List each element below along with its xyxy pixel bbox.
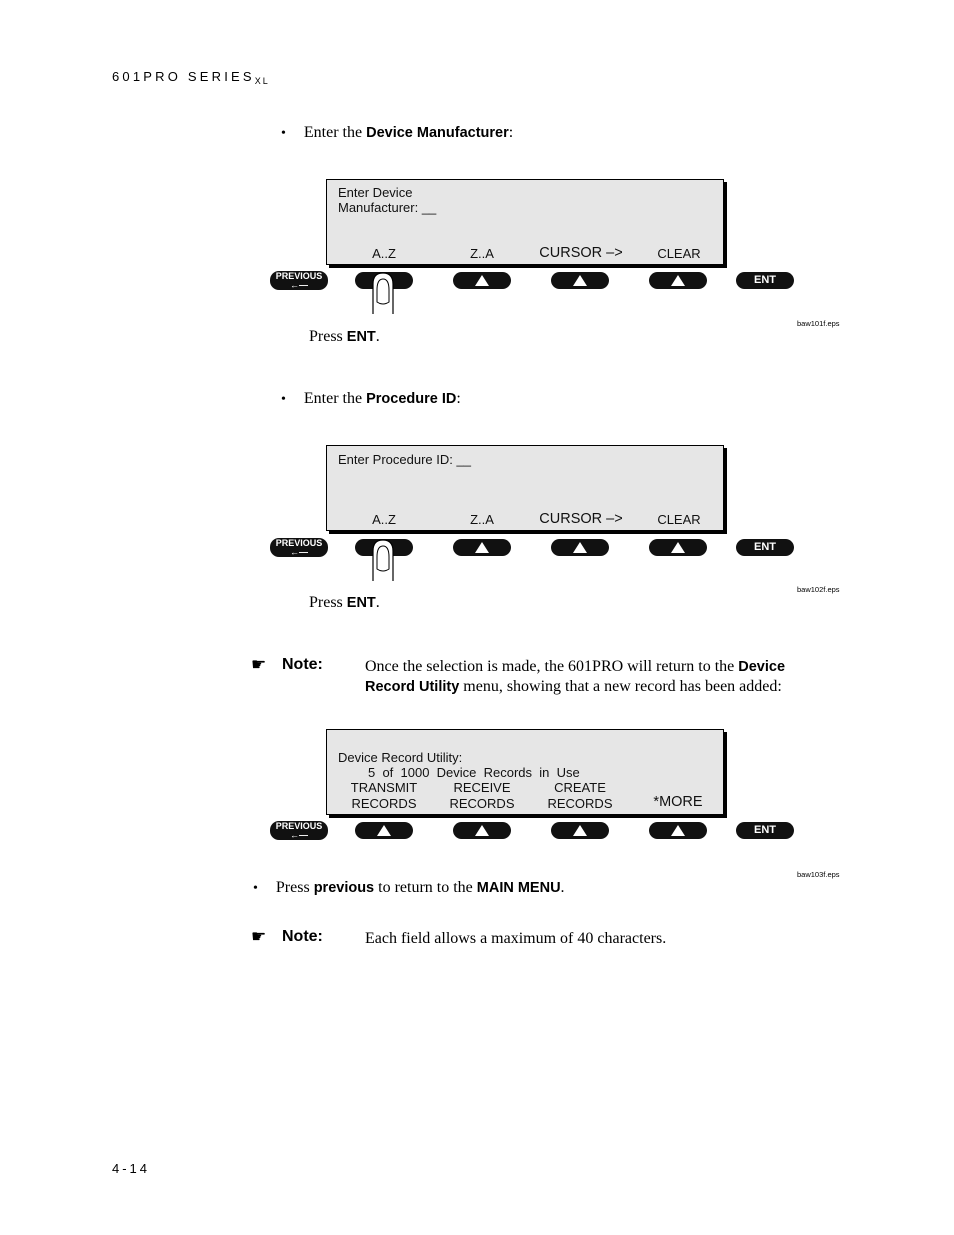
softkey-label-records: RECORDS [449, 796, 515, 811]
bullet: • [253, 881, 258, 896]
back-arrow-icon: ←— [290, 280, 308, 290]
figure-filename: baw101f.eps [797, 319, 840, 328]
softkey-button-3[interactable] [551, 822, 609, 839]
finger-press-icon [368, 537, 398, 581]
softkey-label-more: *MORE [653, 794, 703, 810]
softkey-label-clear: CLEAR [657, 246, 701, 261]
up-triangle-icon [475, 542, 489, 553]
ent-button[interactable]: ENT [736, 272, 794, 289]
figure-filename: baw103f.eps [797, 870, 840, 879]
running-header: 601PRO $SERIES_{XL}$ [112, 69, 270, 86]
lcd-screen-device-record-utility: Device Record Utility: 5 of 1000 Device Records in Use TRANSMIT RECEIVE CREATE RECORDS RECORDS RECORDS *MORE [326, 729, 724, 815]
up-triangle-icon [671, 825, 685, 836]
up-triangle-icon [377, 825, 391, 836]
note-label: Note: [282, 928, 323, 945]
figure-filename: baw102f.eps [797, 585, 840, 594]
note-text: Once the selection is made, the 601PRO will return to the Device Record Utility menu, showing that a new record has been added: [365, 658, 786, 695]
finger-press-icon [368, 270, 398, 314]
softkey-label-az: A..Z [372, 246, 396, 261]
softkey-button-3[interactable] [551, 272, 609, 289]
softkey-label-az: A..Z [372, 512, 396, 527]
up-triangle-icon [671, 542, 685, 553]
bullet: • [281, 392, 286, 407]
softkey-label-cursor: CURSOR –> [539, 511, 623, 527]
softkey-button-4[interactable] [649, 539, 707, 556]
previous-button[interactable]: PREVIOUS ←— [270, 271, 328, 290]
ent-button[interactable]: ENT [736, 822, 794, 839]
softkey-label-create: CREATE [554, 780, 606, 795]
softkey-label-receive: RECEIVE [453, 780, 511, 795]
softkey-label-za: Z..A [470, 246, 494, 261]
up-triangle-icon [573, 542, 587, 553]
page-number: 4-14 [112, 1161, 151, 1176]
softkey-label-cursor: CURSOR –> [539, 245, 623, 261]
up-triangle-icon [475, 825, 489, 836]
softkey-button-4[interactable] [649, 272, 707, 289]
step-procedure-id: • Enter the Procedure ID: [281, 390, 461, 407]
softkey-label-clear: CLEAR [657, 512, 701, 527]
up-triangle-icon [475, 275, 489, 286]
bullet: • [281, 126, 286, 141]
softkey-label-za: Z..A [470, 512, 494, 527]
lcd-screen-procedure-id: Enter Procedure ID: __ A..Z Z..A CURSOR –> CLEAR [326, 445, 724, 531]
softkey-button-2[interactable] [453, 822, 511, 839]
note-text: Each field allows a maximum of 40 characters. [365, 930, 667, 947]
previous-button[interactable]: PREVIOUS ←— [270, 821, 328, 840]
step-press-previous: • Press previous to return to the MAIN MENU. [253, 879, 565, 896]
softkey-button-4[interactable] [649, 822, 707, 839]
up-triangle-icon [573, 825, 587, 836]
softkey-label-transmit: TRANSMIT [350, 780, 418, 795]
lcd-screen-device-manufacturer: Enter Device Manufacturer: __ A..Z Z..A CURSOR –> CLEAR [326, 179, 724, 265]
back-arrow-icon: ←— [290, 830, 308, 840]
press-ent-instruction: Press ENT. [309, 594, 380, 611]
back-arrow-icon: ←— [290, 547, 308, 557]
step-device-manufacturer: • Enter the Device Manufacturer: [281, 124, 514, 141]
pointing-hand-icon: ☛ [251, 927, 267, 946]
softkey-button-2[interactable] [453, 539, 511, 556]
softkey-button-2[interactable] [453, 272, 511, 289]
ent-button[interactable]: ENT [736, 539, 794, 556]
softkey-label-records: RECORDS [351, 796, 417, 811]
softkey-button-1[interactable] [355, 822, 413, 839]
note-label: Note: [282, 656, 323, 673]
up-triangle-icon [671, 275, 685, 286]
softkey-button-3[interactable] [551, 539, 609, 556]
previous-button[interactable]: PREVIOUS ←— [270, 538, 328, 557]
press-ent-instruction: Press ENT. [309, 328, 380, 345]
pointing-hand-icon: ☛ [251, 655, 267, 674]
up-triangle-icon [573, 275, 587, 286]
softkey-label-records: RECORDS [547, 796, 613, 811]
